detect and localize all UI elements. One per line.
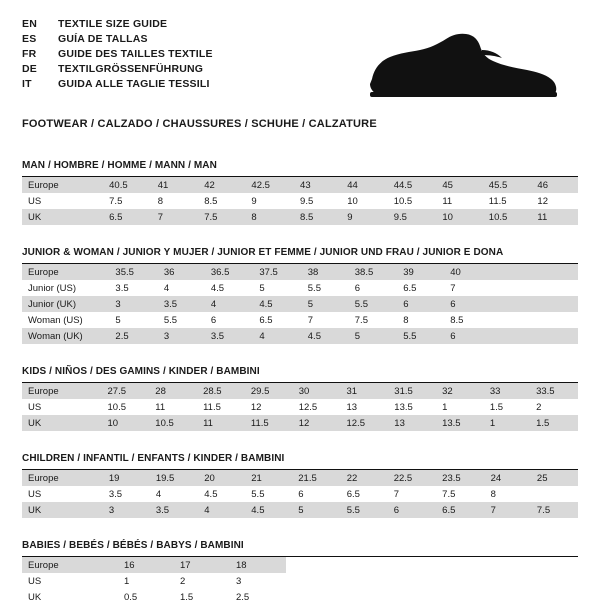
size-cell: 38.5 <box>349 264 397 280</box>
size-table-children <box>22 470 578 518</box>
size-cell: 45.5 <box>483 177 532 193</box>
size-cell: 11 <box>531 209 578 225</box>
size-cell: 10 <box>436 209 482 225</box>
section-title: CHILDREN / INFANTIL / ENFANTS / KINDER / BAMBINI <box>22 453 578 470</box>
size-cell: 2.5 <box>109 328 157 344</box>
row-label: US <box>22 573 118 589</box>
row-label: Europe <box>22 470 103 486</box>
table-row <box>22 383 578 399</box>
size-cell: 4 <box>205 296 253 312</box>
size-cell: 23.5 <box>436 470 484 486</box>
size-cell: 37.5 <box>253 264 301 280</box>
size-cell: 5.5 <box>158 312 205 328</box>
size-cell: 10.5 <box>149 415 197 431</box>
size-cell: 4.5 <box>245 502 292 518</box>
header <box>22 18 578 102</box>
section-title: KIDS / NIÑOS / DES GAMINS / KINDER / BAMBINI <box>22 366 578 383</box>
size-cell: 36.5 <box>205 264 253 280</box>
table-row <box>22 280 578 296</box>
language-title-list <box>22 18 213 93</box>
size-cell: 41 <box>152 177 198 193</box>
size-cell: 36 <box>158 264 205 280</box>
size-cell: 7 <box>485 502 531 518</box>
size-cell: 21.5 <box>292 470 340 486</box>
size-cell: 1.5 <box>174 589 230 605</box>
size-cell: 5.5 <box>349 296 397 312</box>
section-title: BABIES / BEBÉS / BÉBÉS / BABYS / BAMBINI <box>22 540 578 557</box>
size-cell: 31.5 <box>388 383 436 399</box>
language-code: DE <box>22 63 37 75</box>
size-cell: 1 <box>118 573 174 589</box>
size-cell: 5.5 <box>341 502 388 518</box>
size-cell: 9.5 <box>388 209 437 225</box>
size-cell: 10.5 <box>388 193 437 209</box>
size-cell: 10.5 <box>483 209 532 225</box>
table-row <box>22 177 578 193</box>
row-label: UK <box>22 589 118 605</box>
size-cell: 11.5 <box>483 193 532 209</box>
size-cell: 35.5 <box>109 264 157 280</box>
size-cell: 6.5 <box>253 312 301 328</box>
size-cell: 40.5 <box>103 177 152 193</box>
size-table-man <box>22 177 578 225</box>
size-cell: 5 <box>109 312 157 328</box>
size-cell: 30 <box>293 383 341 399</box>
size-cell: 7.5 <box>531 502 578 518</box>
size-cell: 0.5 <box>118 589 174 605</box>
size-cell: 24 <box>485 470 531 486</box>
size-cell: 10.5 <box>102 399 150 415</box>
size-cell: 12 <box>531 193 578 209</box>
language-code: EN <box>22 18 37 30</box>
size-cell: 12 <box>245 399 293 415</box>
size-cell: 2 <box>530 399 578 415</box>
size-cell: 19.5 <box>150 470 198 486</box>
size-cell: 5.5 <box>397 328 444 344</box>
size-cell: 31 <box>340 383 388 399</box>
size-cell: 4.5 <box>302 328 349 344</box>
language-row <box>22 18 213 33</box>
table-row <box>22 589 286 605</box>
size-cell: 44.5 <box>388 177 437 193</box>
size-cell: 4 <box>150 486 198 502</box>
size-cell: 5 <box>253 280 301 296</box>
language-title-list-body <box>22 18 213 93</box>
size-cell: 8 <box>485 486 531 502</box>
size-cell: 12.5 <box>293 399 341 415</box>
language-title: GUIDA ALLE TAGLIE TESSILI <box>58 78 210 90</box>
language-title: GUÍA DE TALLAS <box>58 33 148 45</box>
size-cell: 6 <box>388 502 436 518</box>
size-cell: 3 <box>109 296 157 312</box>
row-label: UK <box>22 209 103 225</box>
size-cell: 4 <box>158 280 205 296</box>
size-cell: 17 <box>174 557 230 573</box>
row-label: Europe <box>22 264 109 280</box>
table-row <box>22 470 578 486</box>
size-cell: 8.5 <box>294 209 341 225</box>
size-cell: 7.5 <box>436 486 484 502</box>
table-row <box>22 573 286 589</box>
language-code: IT <box>22 78 32 90</box>
table-row <box>22 486 578 502</box>
size-cell: 6 <box>205 312 253 328</box>
table-row <box>22 296 578 312</box>
size-cell: 5 <box>292 502 340 518</box>
table-row <box>22 264 578 280</box>
size-cell: 4.5 <box>253 296 301 312</box>
size-cell: 6 <box>292 486 340 502</box>
section-title: MAN / HOMBRE / HOMME / MANN / MAN <box>22 160 578 177</box>
size-cell: 9 <box>341 209 387 225</box>
size-cell: 1 <box>484 415 530 431</box>
table-row <box>22 209 578 225</box>
size-cell: 22 <box>341 470 388 486</box>
language-title: GUIDE DES TAILLES TEXTILE <box>58 48 213 60</box>
section-man <box>22 160 578 225</box>
size-cell: 9 <box>245 193 294 209</box>
language-row <box>22 48 213 63</box>
row-label: Woman (US) <box>22 312 109 328</box>
size-cell: 39 <box>397 264 444 280</box>
size-cell: 8 <box>152 193 198 209</box>
size-cell: 19 <box>103 470 150 486</box>
size-cell: 4 <box>198 502 245 518</box>
size-cell: 6 <box>444 328 491 344</box>
size-cell: 21 <box>245 470 292 486</box>
language-code: FR <box>22 48 37 60</box>
language-row <box>22 78 213 93</box>
size-cell: 42 <box>198 177 245 193</box>
size-cell: 8.5 <box>444 312 491 328</box>
row-label: Junior (UK) <box>22 296 109 312</box>
language-code: ES <box>22 33 37 45</box>
size-cell: 12 <box>293 415 341 431</box>
size-cell: 33 <box>484 383 530 399</box>
size-cell: 11 <box>149 399 197 415</box>
size-cell: 3 <box>158 328 205 344</box>
category-line: FOOTWEAR / CALZADO / CHAUSSURES / SCHUHE / CALZATURE <box>22 118 377 130</box>
size-cell: 5 <box>349 328 397 344</box>
row-label: US <box>22 193 103 209</box>
size-cell: 1 <box>436 399 484 415</box>
size-cell: 32 <box>436 383 484 399</box>
size-cell: 16 <box>118 557 174 573</box>
size-cell: 28 <box>149 383 197 399</box>
size-cell: 43 <box>294 177 341 193</box>
language-row <box>22 33 213 48</box>
size-cell: 13.5 <box>436 415 484 431</box>
size-cell: 6.5 <box>436 502 484 518</box>
size-cell: 6 <box>349 280 397 296</box>
size-cell: 8 <box>397 312 444 328</box>
row-label: Europe <box>22 557 118 573</box>
row-label: Junior (US) <box>22 280 109 296</box>
size-cell: 3.5 <box>205 328 253 344</box>
size-cell: 44 <box>341 177 387 193</box>
size-cell: 7 <box>444 280 491 296</box>
size-cell: 45 <box>436 177 482 193</box>
size-cell: 6.5 <box>341 486 388 502</box>
language-title: TEXTILGRÖSSENFÜHRUNG <box>58 63 204 75</box>
size-cell: 11 <box>436 193 482 209</box>
size-cell: 4.5 <box>205 280 253 296</box>
size-cell: 2.5 <box>230 589 286 605</box>
row-label: UK <box>22 415 102 431</box>
row-label: Woman (UK) <box>22 328 109 344</box>
row-label: Europe <box>22 383 102 399</box>
size-cell: 3.5 <box>150 502 198 518</box>
size-cell: 29.5 <box>245 383 293 399</box>
size-cell: 42.5 <box>245 177 294 193</box>
language-row <box>22 63 213 78</box>
size-cell: 9.5 <box>294 193 341 209</box>
size-table-kids <box>22 383 578 431</box>
size-cell: 11.5 <box>197 399 245 415</box>
size-cell: 7.5 <box>198 209 245 225</box>
size-cell: 4.5 <box>198 486 245 502</box>
table-row <box>22 415 578 431</box>
section-title: JUNIOR & WOMAN / JUNIOR Y MUJER / JUNIOR ET FEMME / JUNIOR UND FRAU / JUNIOR E DONA <box>22 247 578 264</box>
table-row <box>22 502 578 518</box>
size-cell: 3 <box>230 573 286 589</box>
dress-shoe-icon <box>364 30 564 102</box>
size-cell: 28.5 <box>197 383 245 399</box>
size-table-junior-woman <box>22 264 578 344</box>
row-label: US <box>22 399 102 415</box>
size-cell: 11.5 <box>245 415 293 431</box>
size-cell: 13 <box>340 399 388 415</box>
size-cell: 3.5 <box>158 296 205 312</box>
size-cell: 3.5 <box>103 486 150 502</box>
size-cell: 20 <box>198 470 245 486</box>
language-title: TEXTILE SIZE GUIDE <box>58 18 168 30</box>
table-row <box>22 193 578 209</box>
size-cell: 10 <box>102 415 150 431</box>
size-cell: 1.5 <box>484 399 530 415</box>
size-cell: 3 <box>103 502 150 518</box>
size-cell: 38 <box>302 264 349 280</box>
size-cell: 5.5 <box>245 486 292 502</box>
size-cell: 27.5 <box>102 383 150 399</box>
row-label: Europe <box>22 177 103 193</box>
size-cell: 7.5 <box>103 193 152 209</box>
size-cell: 25 <box>531 470 578 486</box>
size-cell: 12.5 <box>340 415 388 431</box>
size-cell: 3.5 <box>109 280 157 296</box>
size-cell: 7.5 <box>349 312 397 328</box>
size-cell: 8.5 <box>198 193 245 209</box>
table-row <box>22 312 578 328</box>
table-row <box>22 328 578 344</box>
table-row <box>22 557 286 573</box>
size-cell: 6 <box>397 296 444 312</box>
size-table-babies <box>22 557 286 605</box>
size-cell: 6 <box>444 296 491 312</box>
size-cell: 7 <box>152 209 198 225</box>
section-kids <box>22 366 578 431</box>
size-cell: 5 <box>302 296 349 312</box>
section-children <box>22 453 578 518</box>
size-cell: 18 <box>230 557 286 573</box>
size-cell: 10 <box>341 193 387 209</box>
size-cell: 4 <box>253 328 301 344</box>
size-cell: 8 <box>245 209 294 225</box>
section-junior-woman <box>22 247 578 344</box>
size-cell: 6.5 <box>103 209 152 225</box>
size-cell: 11 <box>197 415 245 431</box>
size-cell: 33.5 <box>530 383 578 399</box>
size-cell: 22.5 <box>388 470 436 486</box>
size-cell: 7 <box>302 312 349 328</box>
size-cell: 13 <box>388 415 436 431</box>
size-cell: 46 <box>531 177 578 193</box>
size-cell: 2 <box>174 573 230 589</box>
table-row <box>22 399 578 415</box>
size-cell: 40 <box>444 264 491 280</box>
row-label: US <box>22 486 103 502</box>
size-cell: 13.5 <box>388 399 436 415</box>
size-cell: 6.5 <box>397 280 444 296</box>
row-label: UK <box>22 502 103 518</box>
size-cell: 7 <box>388 486 436 502</box>
size-cell: 5.5 <box>302 280 349 296</box>
section-babies <box>22 540 578 605</box>
size-cell: 1.5 <box>530 415 578 431</box>
